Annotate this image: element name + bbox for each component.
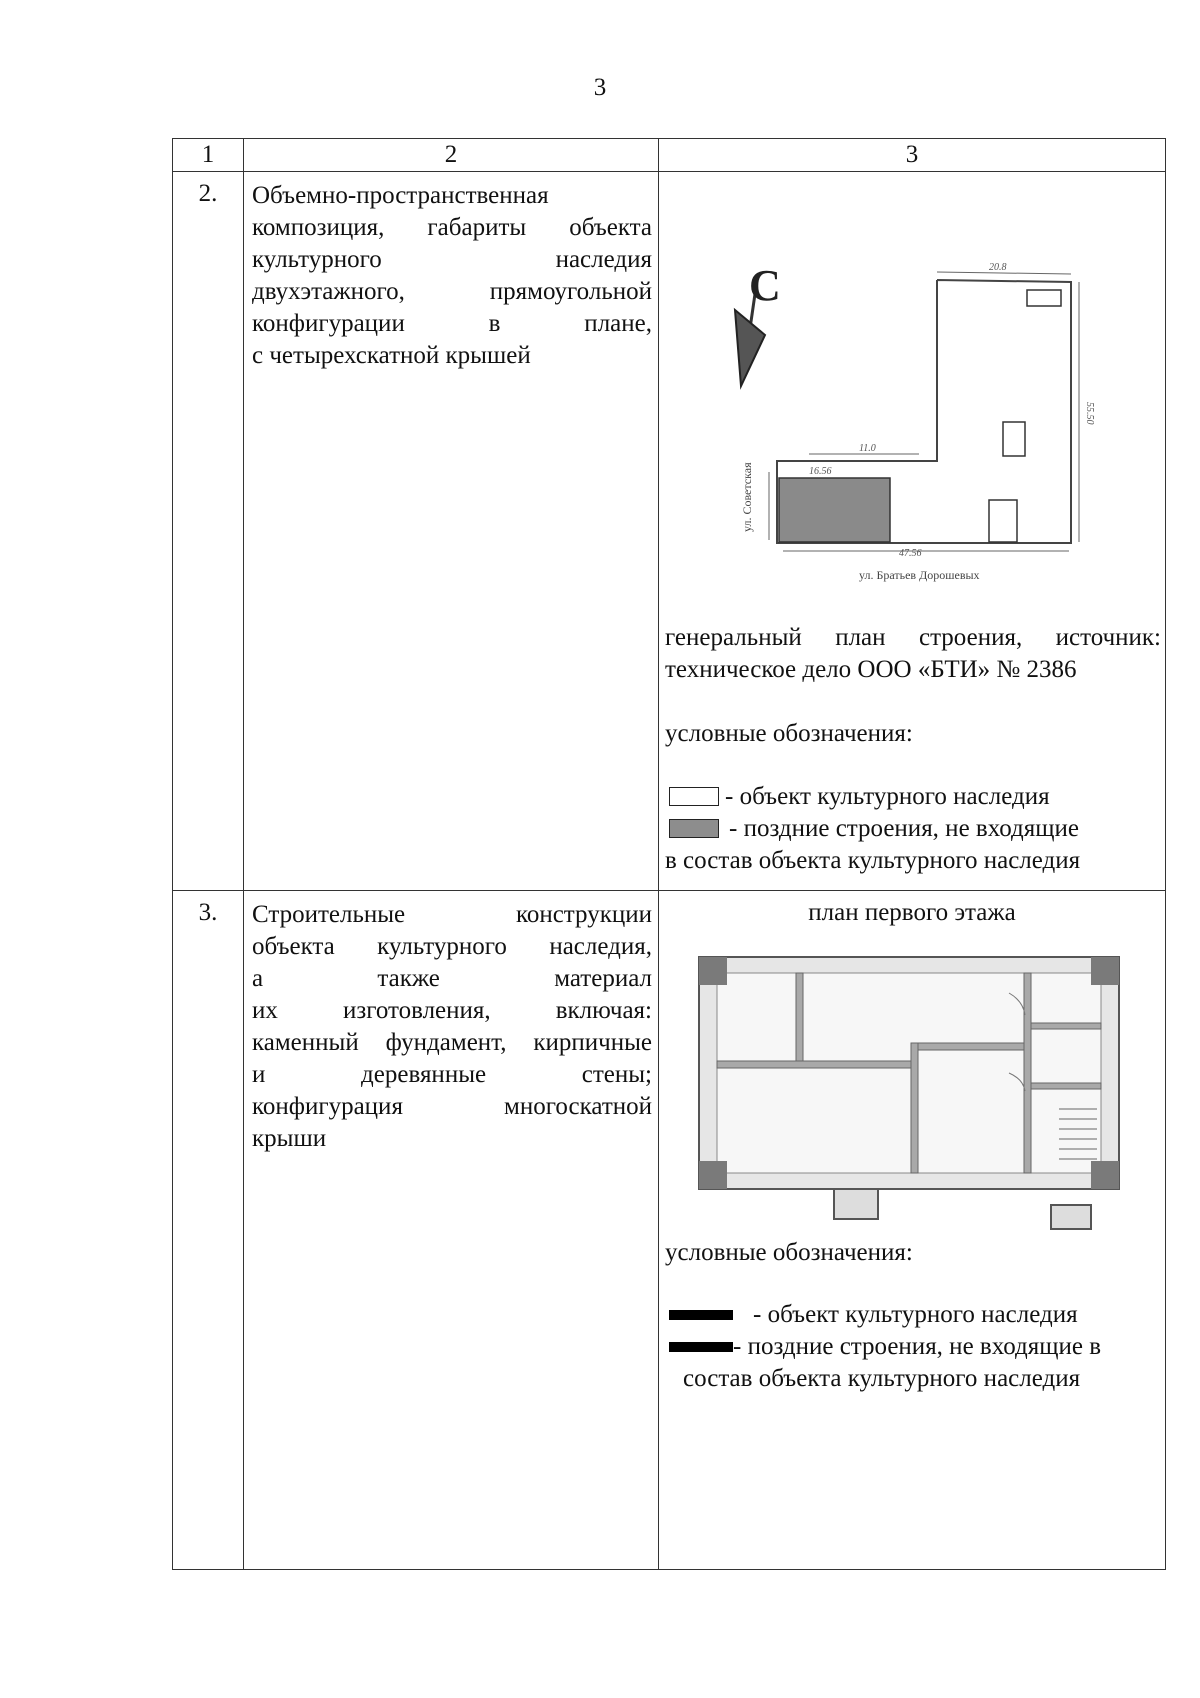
description-line: культурного наследия <box>252 246 652 273</box>
svg-text:11.0: 11.0 <box>859 443 876 454</box>
legend-item: - поздние строения, не входящие в <box>665 1331 1161 1363</box>
site-plan-cell <box>659 172 1166 891</box>
street-bottom-label: ул. Братьев Дорошевых <box>859 568 980 582</box>
caption-line: генеральный план строения, источник: <box>665 624 1161 651</box>
header-col-2: 2 <box>244 139 659 172</box>
site-plan-image <box>659 172 1164 612</box>
description-line: их изготовления, включая: <box>252 997 652 1024</box>
north-label: С <box>749 261 781 310</box>
page-number: 3 <box>593 74 607 101</box>
legend-item: - поздние строения, не входящие <box>665 813 1161 845</box>
description-line: объекта культурного наследия, <box>252 933 652 960</box>
floor-plan-cell <box>659 891 1166 1570</box>
black-bar-icon <box>669 1342 733 1352</box>
legend-item: - объект культурного наследия <box>665 1299 1161 1331</box>
svg-text:20.8: 20.8 <box>989 262 1007 273</box>
heritage-table <box>172 138 1166 1570</box>
svg-text:55.50: 55.50 <box>1084 402 1095 425</box>
description-line: Строительные конструкции <box>252 901 652 928</box>
row-description <box>244 891 659 1570</box>
header-col-3: 3 <box>659 139 1166 172</box>
table-header-row <box>173 139 1166 172</box>
table-row <box>173 172 1166 891</box>
street-left-label: ул. Советская <box>740 462 754 532</box>
description-line: Объемно-пространственная <box>252 182 549 209</box>
site-plan-legend <box>659 622 1165 877</box>
legend-title: условные обозначения: <box>665 720 913 747</box>
description-line: композиция, габариты объекта <box>252 214 652 241</box>
description-line: а также материал <box>252 965 652 992</box>
description-line: каменный фундамент, кирпичные <box>252 1029 652 1056</box>
floor-plan-image <box>659 933 1164 1233</box>
description-line: и деревянные стены; <box>252 1061 652 1088</box>
description-line: с четырехскатной крышей <box>252 342 531 369</box>
description-line: конфигурации в плане, <box>252 310 652 337</box>
row-number: 2. <box>173 172 244 891</box>
floor-plan-title: план первого этажа <box>808 899 1016 926</box>
svg-text:47.56: 47.56 <box>899 548 922 559</box>
header-col-1: 1 <box>173 139 244 172</box>
black-bar-icon <box>669 1310 733 1320</box>
white-swatch-icon <box>669 787 719 806</box>
caption-line: техническое дело ООО «БТИ» № 2386 <box>665 656 1077 683</box>
floor-plan-legend <box>659 1237 1165 1395</box>
legend-tail: в состав объекта культурного наследия <box>665 847 1081 874</box>
description-line: крыши <box>252 1125 327 1152</box>
north-arrow-icon <box>735 261 781 386</box>
legend-tail: состав объекта культурного наследия <box>683 1365 1081 1392</box>
svg-text:16.56: 16.56 <box>809 466 832 477</box>
table-row <box>173 891 1166 1570</box>
grey-swatch-icon <box>669 819 719 838</box>
legend-item: - объект культурного наследия <box>665 781 1161 813</box>
row-description <box>244 172 659 891</box>
description-line: двухэтажного, прямоугольной <box>252 278 652 305</box>
row-number: 3. <box>173 891 244 1570</box>
legend-title: условные обозначения: <box>665 1239 913 1266</box>
description-line: конфигурация многоскатной <box>252 1093 652 1120</box>
